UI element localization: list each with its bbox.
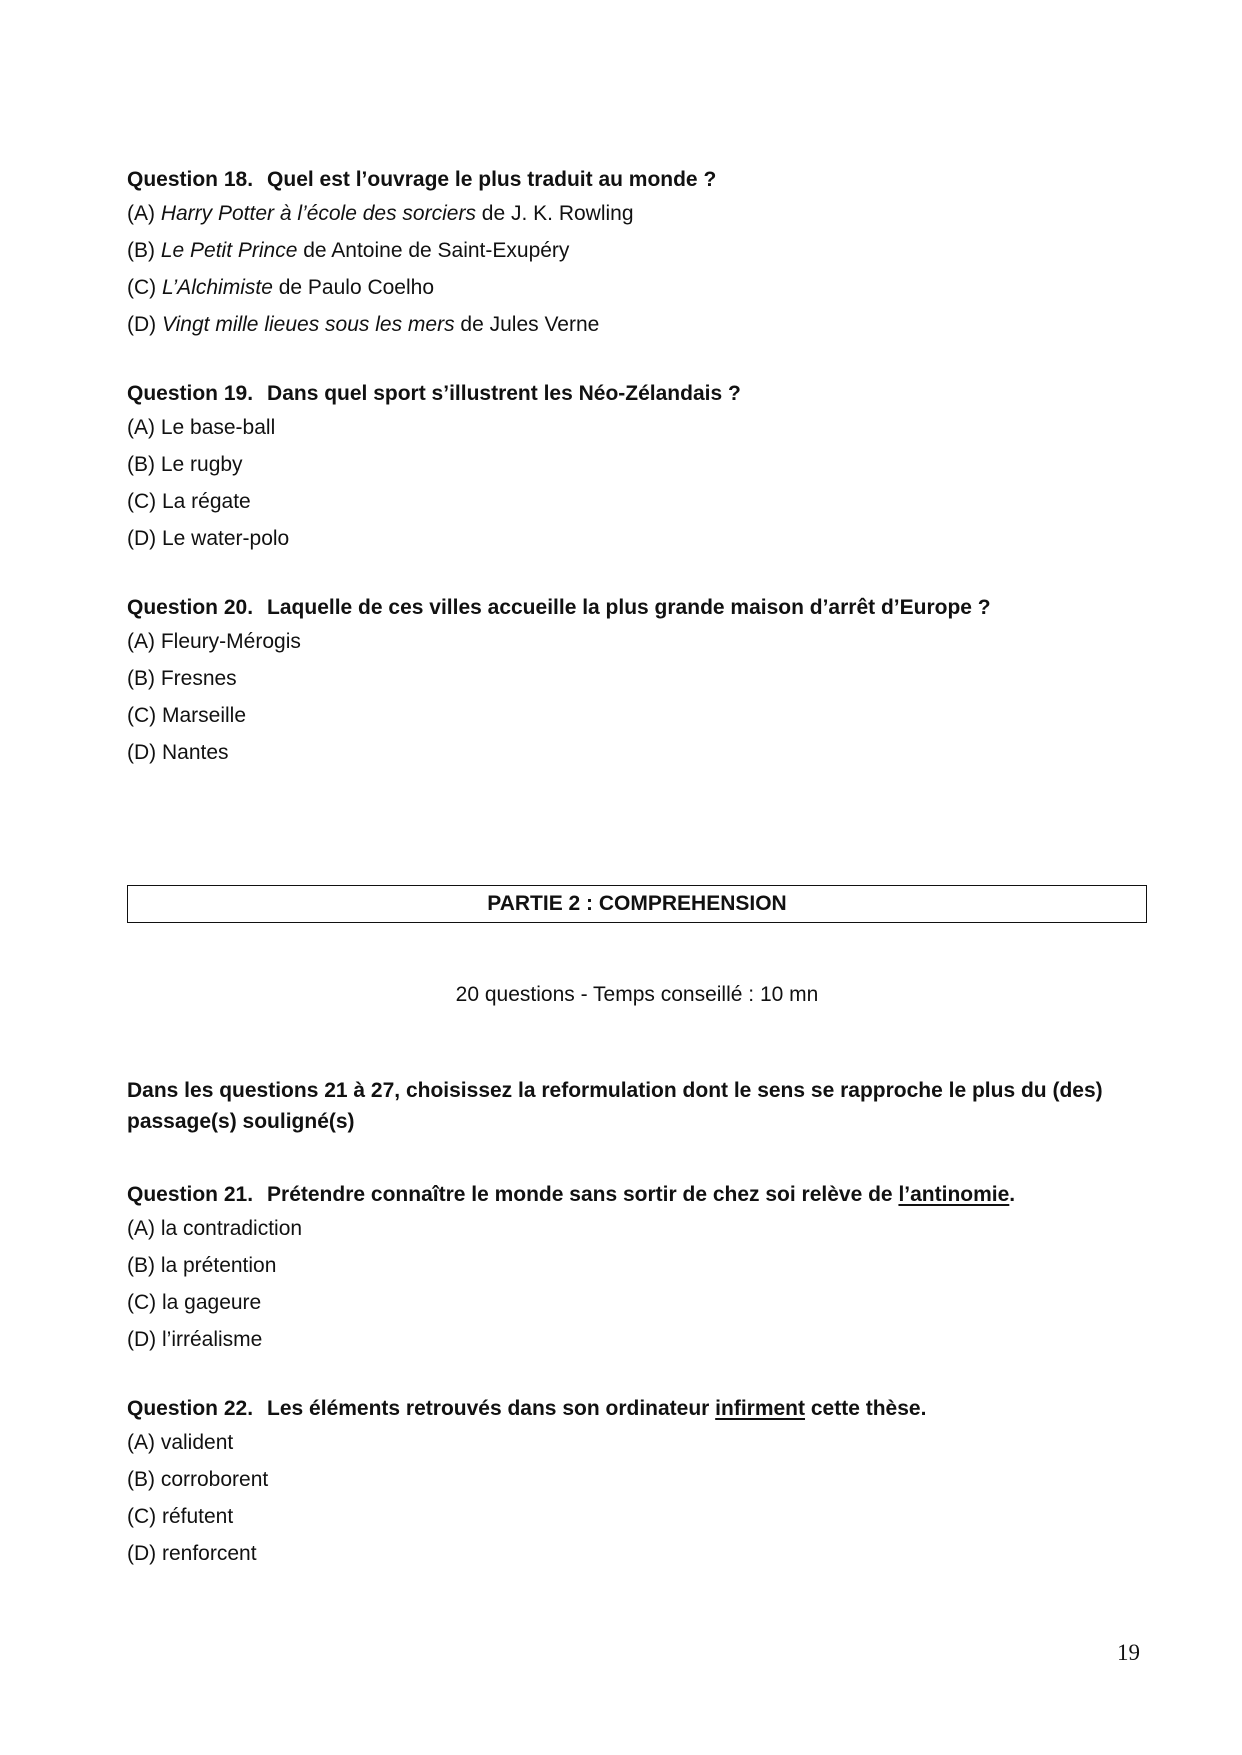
question-title <box>127 379 1147 409</box>
answer-option-d: (D) Nantes <box>127 741 229 764</box>
answer-option-c: (C) réfutent <box>127 1505 234 1528</box>
answer-option-a: (A) Fleury-Mérogis <box>127 630 301 653</box>
book-title: Vingt mille lieues sous les mers <box>162 313 455 336</box>
book-title: Harry Potter à l’école des sorciers <box>160 202 476 225</box>
answer-option-c: (C) La régate <box>127 490 251 513</box>
answer-option-d: (D) l’irréalisme <box>127 1328 263 1351</box>
answer-option-d: (D) Le water-polo <box>127 527 290 550</box>
section-part1-questions <box>127 165 1147 807</box>
instructions-text: Dans les questions 21 à 27, choisissez la reformulation dont le sens se rapproche le plus du (des) passage(s) souligné(s) <box>127 1079 1103 1133</box>
question-number: Question 19. <box>127 382 254 405</box>
page-number: 19 <box>1117 1640 1140 1665</box>
question-text: Dans quel sport s’illustrent les Néo-Zélandais ? <box>267 382 741 405</box>
answer-option-b: (B) corroborent <box>127 1468 269 1491</box>
question-text: Laquelle de ces villes accueille la plus grande maison d’arrêt d’Europe ? <box>267 596 991 619</box>
underlined-passage: infirment <box>715 1397 806 1420</box>
part-2-subtitle: 20 questions - Temps conseillé : 10 mn <box>455 983 819 1006</box>
question-title: Question 22. Les éléments retrouvés dans son ordinateur infirment cette thèse. <box>127 1397 927 1420</box>
question-19 <box>127 379 1147 557</box>
answer-option-d: (D) renforcent <box>127 1542 257 1565</box>
question-title: Question 21. Prétendre connaître le monde sans sortir de chez soi relève de l’antinomie. <box>127 1183 1016 1206</box>
part-2-heading-box: PARTIE 2 : COMPREHENSION <box>127 885 1147 923</box>
question-title <box>127 593 1147 623</box>
question-text: Quel est l’ouvrage le plus traduit au monde ? <box>267 168 717 191</box>
answer-option-b: (B) Fresnes <box>127 667 237 690</box>
answer-option-c: (C) la gageure <box>127 1291 262 1314</box>
section-part2-questions <box>127 1180 1147 1608</box>
question-text: Les éléments retrouvés dans son ordinateur <box>267 1397 716 1420</box>
question-21 <box>127 1180 1147 1358</box>
question-number: Question 22. <box>127 1397 254 1420</box>
question-22 <box>127 1394 1147 1572</box>
question-number: Question 20. <box>127 596 254 619</box>
book-title: L’Alchimiste <box>162 276 273 299</box>
question-number: Question 21. <box>127 1183 254 1206</box>
answer-option-b: (B) la prétention <box>127 1254 277 1277</box>
answer-option-a: (A) la contradiction <box>127 1217 303 1240</box>
question-title <box>127 165 1147 195</box>
question-number: Question 18. <box>127 168 254 191</box>
answer-option-a: (A) valident <box>127 1431 234 1454</box>
answer-option-d: (D) Vingt mille lieues sous les mers de Jules Verne <box>127 313 600 336</box>
underlined-passage: l’antinomie <box>898 1183 1010 1206</box>
question-18 <box>127 165 1147 343</box>
answer-option-a: (A) Harry Potter à l’école des sorciers de J. K. Rowling <box>127 202 634 225</box>
answer-option-a: (A) Le base-ball <box>127 416 276 439</box>
answer-option-b: (B) Le Petit Prince de Antoine de Saint-Exupéry <box>127 239 570 262</box>
answer-option-c: (C) L’Alchimiste de Paulo Coelho <box>127 276 435 299</box>
question-text: Prétendre connaître le monde sans sortir de chez soi relève de <box>267 1183 899 1206</box>
book-title: Le Petit Prince <box>160 239 298 262</box>
answer-option-b: (B) Le rugby <box>127 453 243 476</box>
answer-option-c: (C) Marseille <box>127 704 247 727</box>
question-20 <box>127 593 1147 771</box>
